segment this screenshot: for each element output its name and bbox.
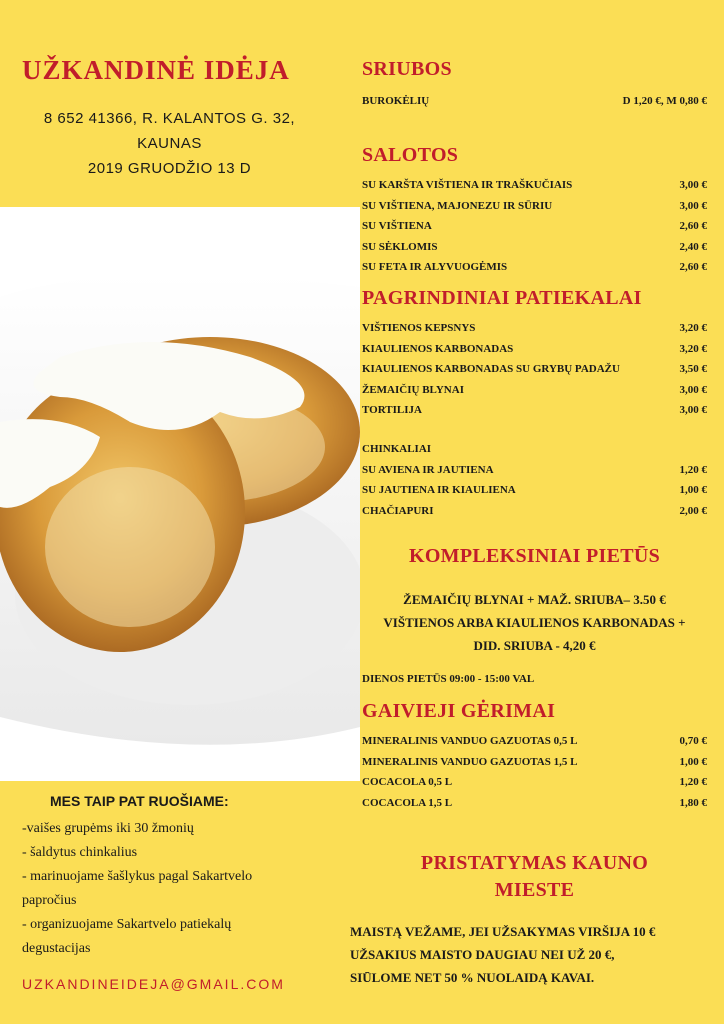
- item-price: 1,00 €: [679, 484, 707, 496]
- delivery-line-3: SIŪLOME NET 50 % NUOLAIDĄ KAVAI.: [350, 970, 595, 985]
- item-price: 3,00 €: [679, 383, 707, 396]
- menu-date: 2019 GRUODŽIO 13 D: [87, 160, 252, 177]
- item-name: ŽEMAIČIŲ BLYNAI: [362, 383, 464, 396]
- lunch-hours: DIENOS PIETŪS 09:00 - 15:00 VAL: [362, 673, 535, 685]
- item-price: 3,00 €: [679, 404, 707, 416]
- khinkali-heading: CHINKALIAI: [362, 443, 432, 455]
- address-line-1: 8 652 41366, R. KALANTOS G. 32,: [43, 110, 296, 127]
- mains-heading: PAGRINDINIAI PATIEKALAI: [362, 287, 642, 309]
- menu-item: [362, 216, 707, 237]
- item-price: 1,00 €: [679, 755, 707, 768]
- address-line-2: KAUNAS: [137, 135, 202, 152]
- menu-item: [362, 196, 707, 217]
- mains-section: [362, 287, 707, 421]
- item-name: SU KARŠTA VIŠTIENA IR TRAŠKUČIAIS: [362, 179, 573, 191]
- item-price: 3,20 €: [679, 322, 707, 334]
- item-price: 1,80 €: [679, 796, 707, 809]
- drinks-section: [362, 700, 707, 813]
- lunch-offer-1: ŽEMAIČIŲ BLYNAI + MAŽ. SRIUBA– 3.50 €: [403, 592, 666, 607]
- menu-item: [362, 793, 707, 814]
- khinkali-section: [362, 439, 707, 521]
- delivery-heading-2: MIESTE: [494, 879, 575, 901]
- menu-item: [362, 400, 707, 421]
- menu-item: [362, 237, 707, 258]
- item-price: 3,00 €: [679, 179, 707, 191]
- item-price: 2,00 €: [679, 504, 707, 517]
- menu-item: [362, 359, 707, 380]
- delivery-line-2: UŽSAKIUS MAISTO DAUGIAU NEI UŽ 20 €,: [350, 947, 615, 962]
- item-name: MINERALINIS VANDUO GAZUOTAS 0,5 L: [362, 735, 578, 747]
- item-name: COCACOLA 1,5 L: [362, 796, 453, 809]
- extras-heading: MES TAIP PAT RUOŠIAME:: [50, 793, 229, 809]
- lunch-offer-3: DID. SRIUBA - 4,20 €: [473, 638, 596, 653]
- item-price: 0,70 €: [679, 735, 707, 747]
- item-name: MINERALINIS VANDUO GAZUOTAS 1,5 L: [362, 755, 578, 768]
- item-name: CHAČIAPURI: [362, 504, 434, 517]
- menu-item: [362, 318, 707, 339]
- menu-item: [362, 175, 707, 196]
- item-price: 2,40 €: [679, 240, 707, 253]
- item-name: SU SĖKLOMIS: [362, 240, 438, 253]
- item-price: 3,20 €: [679, 342, 707, 355]
- lunch-offer-2: VIŠTIENOS ARBA KIAULIENOS KARBONADAS +: [383, 615, 686, 630]
- menu-item: [362, 339, 707, 360]
- extras-item: - marinuojame šašlykus pagal Sakartvelo: [22, 869, 253, 884]
- item-price: 1,20 €: [679, 463, 707, 476]
- extras-item: papročius: [22, 893, 77, 908]
- item-name: KIAULIENOS KARBONADAS: [362, 342, 514, 355]
- item-name: BUROKĖLIŲ: [362, 95, 430, 107]
- menu-item: [362, 772, 707, 793]
- menu-item: [362, 501, 707, 522]
- extras-item: degustacijas: [22, 941, 91, 956]
- drinks-heading: GAIVIEJI GĖRIMAI: [362, 700, 556, 722]
- item-name: VIŠTIENOS KEPSNYS: [362, 322, 476, 334]
- delivery-section: [362, 852, 707, 902]
- lunch-section: [362, 545, 707, 690]
- menu-item: [362, 752, 707, 773]
- item-name: SU VIŠTIENA: [362, 220, 432, 232]
- email-link[interactable]: UZKANDINEIDEJA@GMAIL.COM: [22, 976, 285, 992]
- item-name: COCACOLA 0,5 L: [362, 776, 453, 788]
- extras-item: - organizuojame Sakartvelo patiekalų: [22, 917, 232, 932]
- item-price: 3,50 €: [679, 363, 707, 375]
- menu-item: [362, 257, 707, 278]
- item-name: TORTILIJA: [362, 404, 422, 416]
- lunch-heading: KOMPLEKSINIAI PIETŪS: [408, 545, 661, 567]
- delivery-heading-1: PRISTATYMAS KAUNO: [420, 852, 649, 874]
- item-name: SU VIŠTIENA, MAJONEZU IR SŪRIU: [362, 199, 553, 212]
- menu-item: [362, 480, 707, 501]
- item-name: KIAULIENOS KARBONADAS SU GRYBŲ PADAŽU: [362, 363, 620, 375]
- item-price: 1,20 €: [679, 776, 707, 788]
- delivery-info: [350, 920, 710, 989]
- delivery-line-1: MAISTĄ VEŽAME, JEI UŽSAKYMAS VIRŠIJA 10 €: [350, 924, 656, 939]
- item-name: SU JAUTIENA IR KIAULIENA: [362, 484, 516, 496]
- menu-item: [362, 380, 707, 401]
- item-price: D 1,20 €, M 0,80 €: [622, 95, 707, 107]
- item-name: SU AVIENA IR JAUTIENA: [362, 463, 494, 476]
- extras-item: - šaldytus chinkalius: [22, 845, 138, 860]
- item-price: 3,00 €: [679, 199, 707, 212]
- extras-item: -vaišes grupėms iki 30 žmonių: [22, 821, 194, 836]
- item-name: SU FETA IR ALYVUOGĖMIS: [362, 261, 508, 273]
- menu-item: [362, 460, 707, 481]
- soups-heading: SRIUBOS: [362, 58, 452, 80]
- restaurant-title: UŽKANDINĖ IDĖJA: [22, 55, 290, 85]
- salads-section: [362, 144, 707, 278]
- menu-item: [362, 731, 707, 752]
- item-price: 2,60 €: [679, 261, 707, 273]
- item-price: 2,60 €: [679, 220, 707, 232]
- salads-heading: SALOTOS: [362, 144, 459, 166]
- extras-section: [22, 793, 332, 961]
- address-block: [22, 106, 317, 181]
- menu-item: [362, 91, 707, 112]
- food-photo: [0, 207, 360, 781]
- soups-section: [362, 58, 707, 112]
